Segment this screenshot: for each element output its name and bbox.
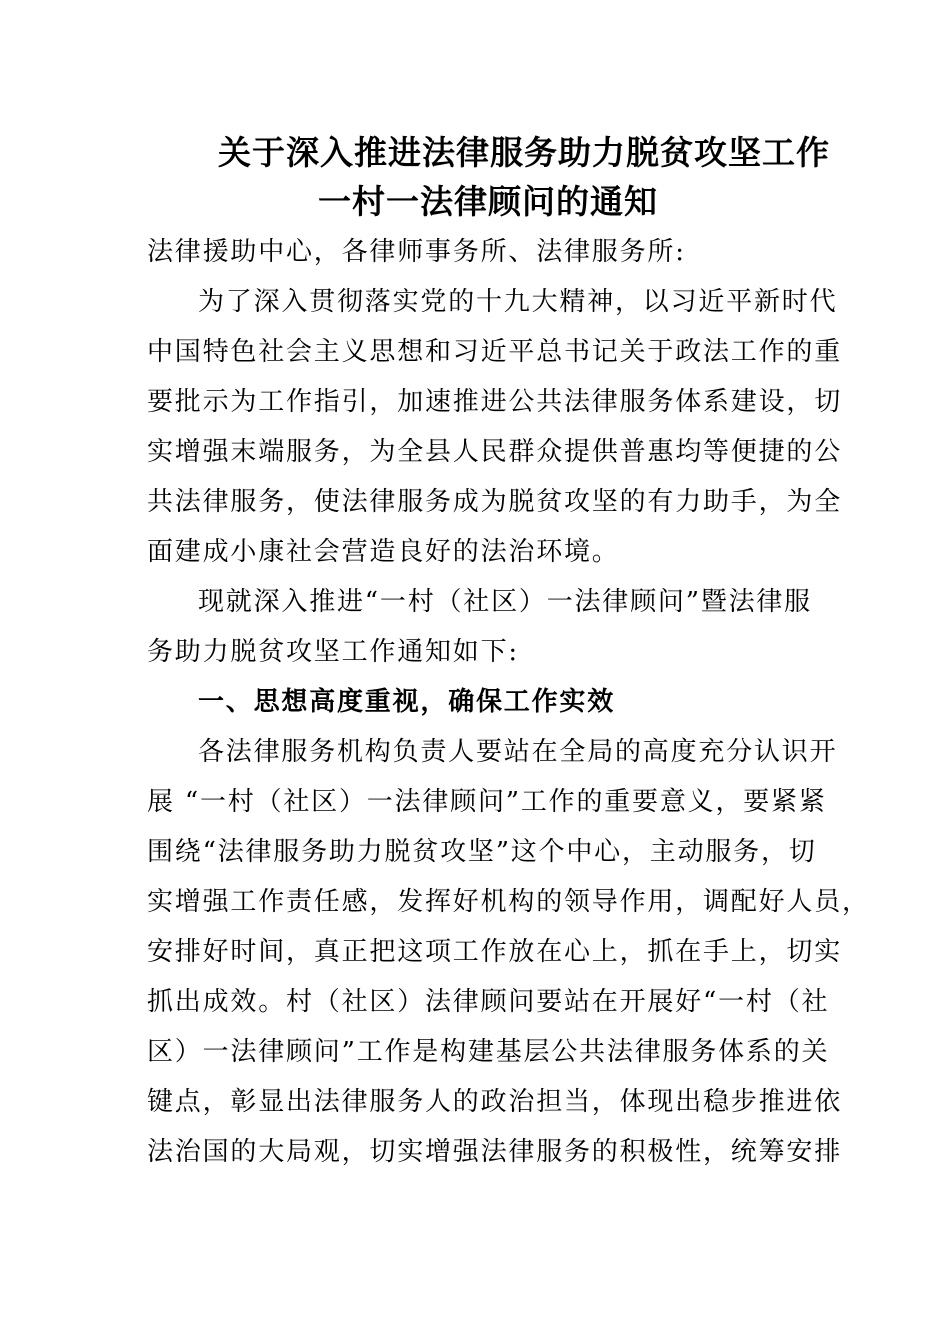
recipients-line: 法律援助中心，各律师事务所、法律服务所: xyxy=(147,237,686,267)
paragraph-2-line-2: 务助力脱贫攻坚工作通知如下: xyxy=(147,637,519,667)
paragraph-3-line-9: 法治国的大局观，切实增强法律服务的积极性，统筹安排 xyxy=(147,1137,843,1167)
section-1-heading: 一、思想高度重视，确保工作实效 xyxy=(198,687,616,717)
paragraph-3-line-5: 安排好时间，真正把这项工作放在心上，抓在手上，切实 xyxy=(147,937,843,967)
document-title-line-2: 一村一法律顾问的通知 xyxy=(318,182,658,221)
paragraph-2-line-1: 现就深入推进“一村（社区）一法律顾问”暨法律服 xyxy=(198,587,812,617)
paragraph-3-line-3: 围绕“法律服务助力脱贫攻坚”这个中心，主动服务，切 xyxy=(147,837,817,867)
paragraph-1-line-4: 实增强末端服务，为全县人民群众提供普惠均等便捷的公 xyxy=(147,437,843,467)
paragraph-3-line-8: 键点，彰显出法律服务人的政治担当，体现出稳步推进依 xyxy=(147,1087,843,1117)
paragraph-3-line-4: 实增强工作责任感，发挥好机构的领导作用，调配好人员， xyxy=(147,887,870,917)
document-title-line-1: 关于深入推进法律服务助力脱贫攻坚工作 xyxy=(218,133,830,172)
paragraph-3-line-2: 展 “一村（社区）一法律顾问”工作的重要意义，要紧紧 xyxy=(147,787,827,817)
paragraph-1-line-1: 为了深入贯彻落实党的十九大精神，以习近平新时代 xyxy=(198,287,838,317)
paragraph-1-line-3: 要批示为工作指引，加速推进公共法律服务体系建设，切 xyxy=(147,387,843,417)
paragraph-1-line-5: 共法律服务，使法律服务成为脱贫攻坚的有力助手，为全 xyxy=(147,487,843,517)
paragraph-3-line-7: 区）一法律顾问”工作是构建基层公共法律服务体系的关 xyxy=(147,1037,830,1067)
paragraph-3-line-6: 抓出成效。村（社区）法律顾问要站在开展好“一村（社 xyxy=(147,987,830,1017)
paragraph-3-line-1: 各法律服务机构负责人要站在全局的高度充分认识开 xyxy=(198,737,838,767)
paragraph-1-line-2: 中国特色社会主义思想和习近平总书记关于政法工作的重 xyxy=(147,337,843,367)
paragraph-1-line-6: 面建成小康社会营造良好的法治环境。 xyxy=(147,537,620,567)
